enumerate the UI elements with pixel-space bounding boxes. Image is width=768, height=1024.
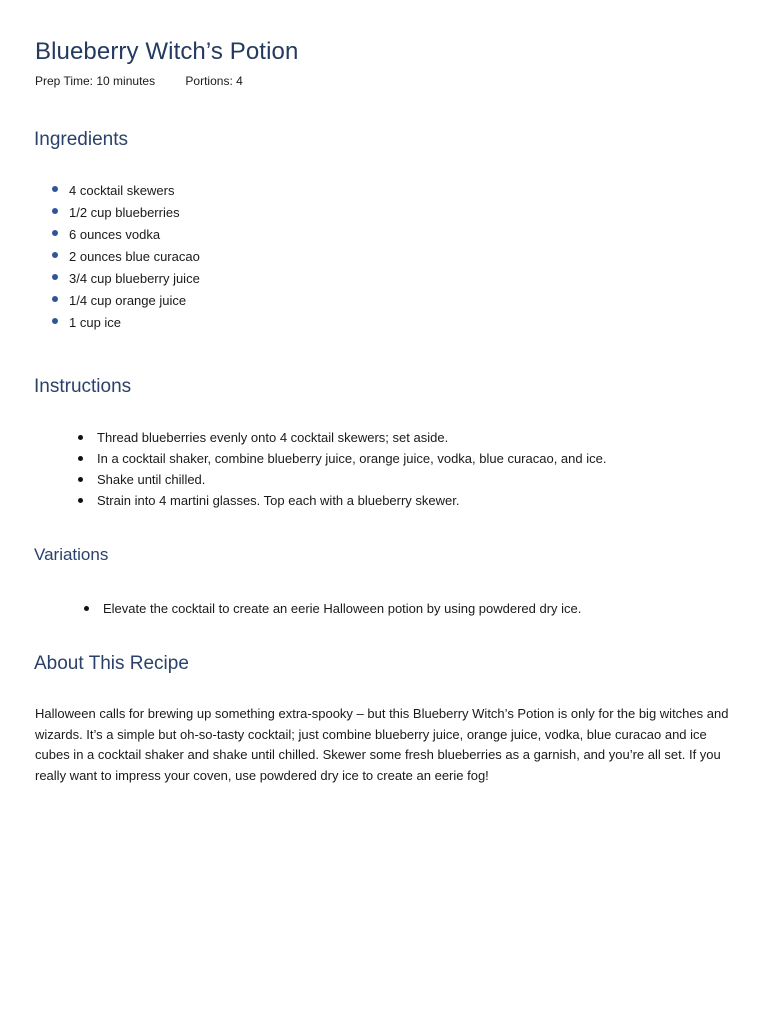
- portions-label: Portions:: [185, 74, 233, 88]
- about-heading: About This Recipe: [34, 653, 189, 674]
- list-item: Shake until chilled.: [76, 469, 606, 490]
- bullet-icon: [52, 274, 58, 280]
- list-item: 1/4 cup orange juice: [35, 290, 200, 312]
- ingredients-list: [35, 180, 200, 334]
- variations-heading: Variations: [34, 545, 109, 564]
- bullet-icon: [78, 477, 83, 482]
- bullet-icon: [52, 318, 58, 324]
- portions-value: 4: [236, 74, 243, 88]
- bullet-icon: [52, 230, 58, 236]
- list-item: In a cocktail shaker, combine blueberry juice, orange juice, vodka, blue curacao, and ice.: [76, 448, 606, 469]
- list-item: 4 cocktail skewers: [35, 180, 200, 202]
- portions: [185, 74, 242, 88]
- list-item: 2 ounces blue curacao: [35, 246, 200, 268]
- bullet-icon: [78, 498, 83, 503]
- ingredients-heading: Ingredients: [34, 129, 129, 150]
- recipe-meta: [35, 74, 243, 88]
- bullet-icon: [84, 606, 89, 611]
- prep-time: [35, 74, 158, 88]
- prep-time-label: Prep Time:: [35, 74, 94, 88]
- variations-list: [82, 598, 581, 619]
- about-text: Halloween calls for brewing up something extra-spooky – but this Blueberry Witch’s Potion is only for the big witches and wizards. It’s a simple but oh-so-tasty cocktail; just combine blueberry juice, orange juice, vodka, blue curacao and ice cubes in a cocktail shaker and shake until chilled. Skewer some fresh blueberries as a garnish, and you’re all set. If you really want to impress your coven, use powdered dry ice to create an eerie fog!: [35, 706, 729, 783]
- recipe-title: Blueberry Witch’s Potion: [35, 38, 299, 65]
- bullet-icon: [78, 435, 83, 440]
- instructions-list: [76, 427, 606, 511]
- bullet-icon: [52, 252, 58, 258]
- list-item: 3/4 cup blueberry juice: [35, 268, 200, 290]
- list-item: 1 cup ice: [35, 312, 200, 334]
- instructions-heading: Instructions: [34, 376, 132, 397]
- list-item: Strain into 4 martini glasses. Top each with a blueberry skewer.: [76, 490, 606, 511]
- list-item: Thread blueberries evenly onto 4 cocktail skewers; set aside.: [76, 427, 606, 448]
- prep-time-value: 10 minutes: [96, 74, 156, 88]
- list-item: Elevate the cocktail to create an eerie Halloween potion by using powdered dry ice.: [82, 598, 581, 619]
- bullet-icon: [52, 186, 58, 192]
- bullet-icon: [52, 296, 58, 302]
- bullet-icon: [52, 208, 58, 214]
- bullet-icon: [78, 456, 83, 461]
- list-item: 6 ounces vodka: [35, 224, 200, 246]
- list-item: 1/2 cup blueberries: [35, 202, 200, 224]
